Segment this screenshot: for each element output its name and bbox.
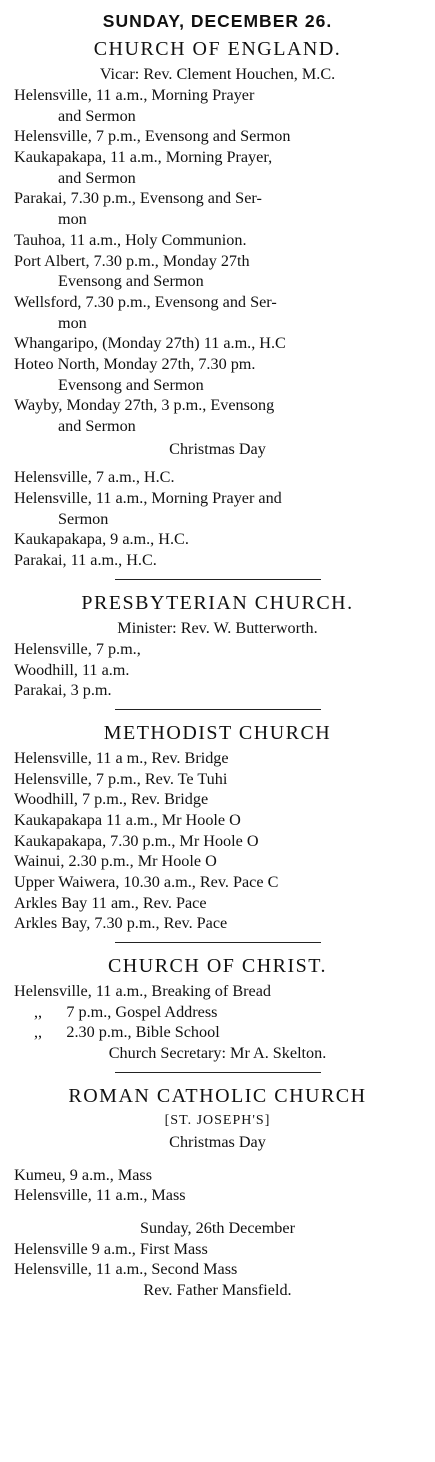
church-of-england-section bbox=[0, 34, 435, 571]
list-item-continuation: and Sermon bbox=[58, 168, 136, 187]
list-item: Helensville, 11 a.m., Second Mass bbox=[14, 1260, 238, 1279]
list-item: Kaukapakapa, 11 a.m., Morning Prayer, bbox=[14, 148, 273, 167]
divider bbox=[115, 709, 321, 710]
list-item: Helensville, 7 p.m., Rev. Te Tuhi bbox=[14, 769, 228, 788]
vicar-line: Vicar: Rev. Clement Houchen, M.C. bbox=[99, 65, 336, 83]
methodist-heading: METHODIST CHURCH bbox=[103, 721, 332, 744]
list-item: Parakai, 3 p.m. bbox=[14, 681, 112, 700]
list-item: Woodhill, 7 p.m., Rev. Bridge bbox=[14, 790, 209, 809]
divider bbox=[115, 579, 321, 580]
roman-catholic-section bbox=[0, 1081, 435, 1301]
list-item: Helensville, 7 p.m., bbox=[14, 639, 141, 658]
list-item: Whangaripo, (Monday 27th) 11 a.m., H.C bbox=[14, 334, 286, 353]
minister-line: Minister: Rev. W. Butterworth. bbox=[117, 618, 318, 637]
church-of-england-heading: CHURCH OF ENGLAND. bbox=[93, 38, 342, 60]
list-item: Helensville, 11 a.m., Morning Prayer bbox=[14, 86, 255, 104]
list-item: Kaukapakapa, 7.30 p.m., Mr Hoole O bbox=[14, 831, 259, 850]
list-item: Helensville, 7 a.m., H.C. bbox=[14, 468, 175, 487]
list-item: Wainui, 2.30 p.m., Mr Hoole O bbox=[14, 852, 217, 871]
list-item-continuation: mon bbox=[58, 210, 87, 229]
list-item: Parakai, 11 a.m., H.C. bbox=[14, 551, 157, 570]
list-item: Hoteo North, Monday 27th, 7.30 pm. bbox=[14, 354, 256, 373]
list-item: Arkles Bay, 7.30 p.m., Rev. Pace bbox=[14, 914, 228, 933]
church-of-christ-heading: CHURCH OF CHRIST. bbox=[107, 955, 328, 978]
presbyterian-section bbox=[0, 588, 435, 701]
date-line: SUNDAY, DECEMBER 26. bbox=[102, 11, 333, 31]
presbyterian-heading: PRESBYTERIAN CHURCH. bbox=[81, 591, 354, 614]
list-item: ,, 7 p.m., Gospel Address bbox=[34, 1002, 218, 1021]
list-item: Helensville 9 a.m., First Mass bbox=[14, 1239, 208, 1258]
list-item: Helensville, 11 a m., Rev. Bridge bbox=[14, 748, 229, 767]
list-item: Port Albert, 7.30 p.m., Monday 27th bbox=[14, 251, 250, 270]
roman-catholic-heading: ROMAN CATHOLIC CHURCH bbox=[68, 1084, 367, 1107]
list-item: Helensville, 7 p.m., Evensong and Sermon bbox=[14, 127, 291, 146]
anglican-christmas-list bbox=[0, 467, 435, 570]
divider bbox=[115, 1072, 321, 1073]
list-item: Upper Waiwera, 10.30 a.m., Rev. Pace C bbox=[14, 873, 279, 891]
list-item-continuation: mon bbox=[58, 313, 87, 332]
list-item: Parakai, 7.30 p.m., Evensong and Ser- bbox=[14, 189, 262, 208]
list-item: Wellsford, 7.30 p.m., Evensong and Ser- bbox=[14, 292, 277, 311]
list-item: Arkles Bay 11 am., Rev. Pace bbox=[14, 893, 207, 912]
list-item: Helensville, 11 a.m., Morning Prayer and bbox=[14, 489, 282, 508]
list-item: Kaukapakapa, 9 a.m., H.C. bbox=[14, 530, 189, 549]
list-item-continuation: and Sermon bbox=[58, 106, 136, 125]
methodist-section bbox=[0, 718, 435, 934]
list-item-continuation: Sermon bbox=[58, 509, 109, 528]
list-item: Kumeu, 9 a.m., Mass bbox=[14, 1165, 153, 1184]
church-of-christ-section bbox=[0, 951, 435, 1064]
list-item: Tauhoa, 11 a.m., Holy Communion. bbox=[14, 230, 247, 249]
list-item: Helensville, 11 a.m., Mass bbox=[14, 1186, 186, 1205]
anglican-service-list bbox=[0, 85, 435, 437]
list-item: Woodhill, 11 a.m. bbox=[14, 660, 130, 679]
list-item: Helensville, 11 a.m., Breaking of Bread bbox=[14, 982, 271, 1001]
list-item: Wayby, Monday 27th, 3 p.m., Evensong bbox=[14, 396, 275, 415]
anglican-christmas-heading: Christmas Day bbox=[169, 439, 266, 458]
list-item-continuation: Evensong and Sermon bbox=[58, 375, 204, 394]
secretary-line: Church Secretary: Mr A. Skelton. bbox=[108, 1044, 327, 1063]
rc-sunday-heading: Sunday, 26th December bbox=[140, 1218, 295, 1237]
rc-christmas-heading: Christmas Day bbox=[169, 1132, 266, 1151]
list-item-continuation: and Sermon bbox=[58, 417, 136, 435]
parish-name: [ST. JOSEPH'S] bbox=[164, 1112, 271, 1128]
list-item-continuation: Evensong and Sermon bbox=[58, 272, 204, 291]
list-item: Kaukapakapa 11 a.m., Mr Hoole O bbox=[14, 810, 241, 829]
divider bbox=[115, 942, 321, 943]
priest-line: Rev. Father Mansfield. bbox=[143, 1280, 292, 1299]
list-item: ,, 2.30 p.m., Bible School bbox=[34, 1023, 220, 1042]
